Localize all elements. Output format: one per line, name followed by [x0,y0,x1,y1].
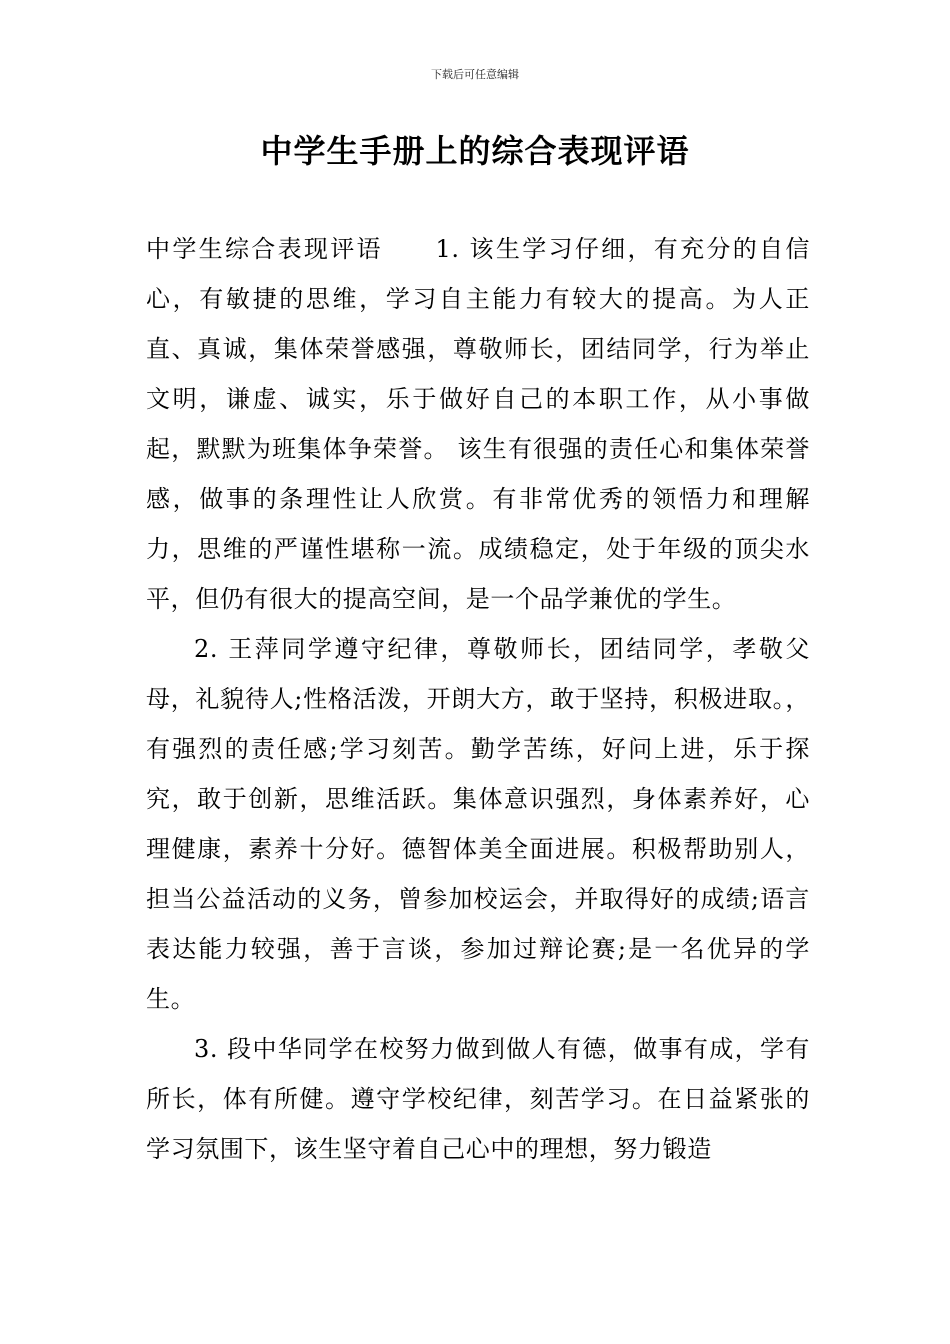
header-note: 下载后可任意编辑 [431,68,519,81]
paragraph-1: 中学生综合表现评语 1. 该生学习仔细，有充分的自信心，有敏捷的思维，学习自主能力有较大的提高。为人正直、真诚，集体荣誉感强，尊敬师长，团结同学，行为举止文明，谦虚、诚实，乐于做好自己的本职工作，从小事做起，默默为班集体争荣誉。 该生有很强的责任心和集体荣誉感，做事的条理性让人欣赏。有非常优秀的领悟力和理解力，思维的严谨性堪称一流。成绩稳定，处于年级的顶尖水平，但仍有很大的提高空间，是一个品学兼优的学生。 [146,235,810,613]
document-body [146,224,810,1174]
paragraph-2: 2. 王萍同学遵守纪律，尊敬师长，团结同学，孝敬父母，礼貌待人;性格活泼，开朗大方，敢于坚持，积极进取。，有强烈的责任感;学习刻苦。勤学苦练，好问上进，乐于探究，敢于创新，思维活跃。集体意识强烈，身体素养好，心理健康，素养十分好。德智体美全面进展。积极帮助别人，担当公益活动的义务，曾参加校运会，并取得好的成绩;语言表达能力较强，善于言谈，参加过辩论赛;是一名优异的学生。 [146,635,810,1013]
document-title: 中学生手册上的综合表现评语 [260,132,690,170]
paragraph-3: 3. 段中华同学在校努力做到做人有德，做事有成，学有所长，体有所健。遵守学校纪律，刻苦学习。在日益紧张的学习氛围下，该生坚守着自己心中的理想，努力锻造 [146,1035,810,1163]
